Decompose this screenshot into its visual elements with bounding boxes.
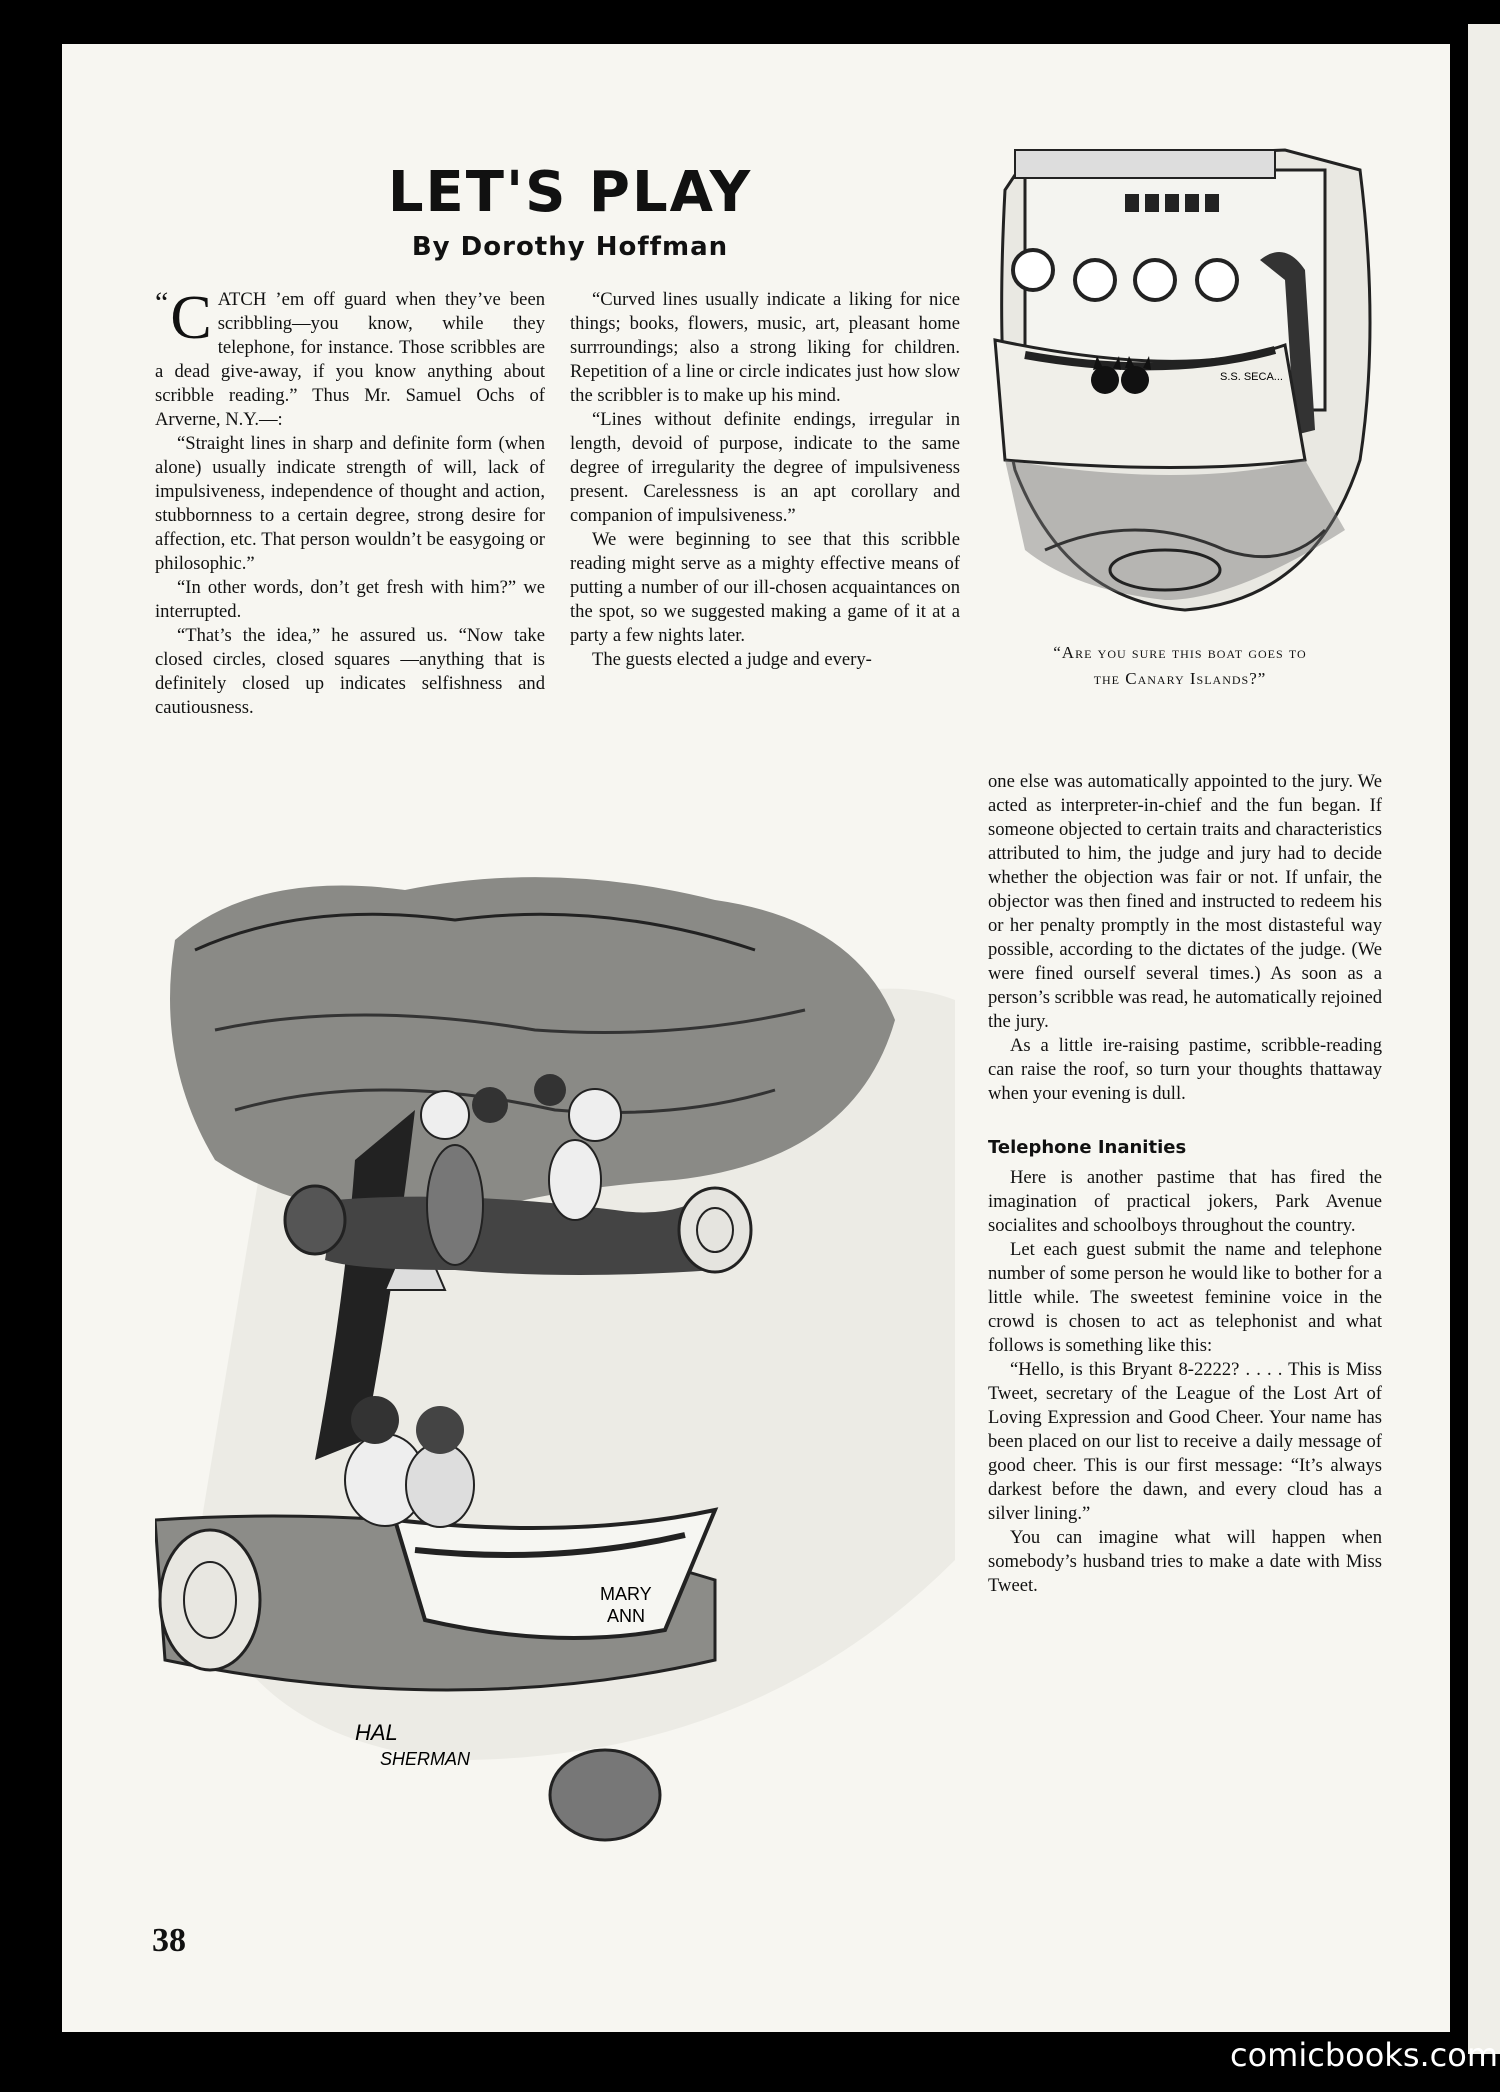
- paragraph: Let each guest submit the name and telephone number of some person he would like to bother for a little while. The sweetest feminine voice in the crowd is chosen to act as telephonist and what follows is something like this:: [988, 1239, 1382, 1356]
- paragraph: The guests elected a judge and every-: [592, 649, 872, 670]
- boat-name-line: ANN: [607, 1606, 646, 1626]
- paragraph: “In other words, don’t get fresh with him?” we interrupted.: [155, 577, 545, 622]
- log-end: [679, 1188, 751, 1272]
- boat-name-line: MARY: [600, 1584, 652, 1604]
- paragraph: one else was automatically appointed to the jury. We acted as interpreter-in-chief and the fun began. If someone objected to certain traits and characteristics attributed to him, the judge and jury had to decide whether the objection was fair or not. If unfair, the objector was then fined and instructed to redeem his or her penalty promptly in the most distasteful way possible, according to the dictates of the judge. (We were fined ourself several times.) As soon as a person’s scribble was read, he automatically rejoined the jury.: [988, 771, 1382, 1032]
- paragraph: As a little ire-raising pastime, scribble-reading can raise the roof, so turn your thoughts thattaway when your evening is dull.: [988, 1035, 1382, 1104]
- paragraph-text: ATCH ’em off guard when they’ve been scribbling—you know, while they telephone, for instance. Those scribbles are a dead give-away, if you know anything about scribble reading.” Thus Mr. Samuel Ochs of Arverne, N.Y.—:: [155, 289, 545, 430]
- paragraph: “Hello, is this Bryant 8-2222? . . . . This is Miss Tweet, secretary of the League of the Lost Art of Loving Expression and Good Cheer. Your name has been placed on our list to receive a daily message of good cheer. This is our first message: “It’s always darkest before the dawn, and every cloud has a silver lining.”: [988, 1359, 1382, 1524]
- paragraph: [155, 284, 545, 432]
- canoe-cartoon: [155, 860, 965, 1860]
- log-end: [160, 1530, 260, 1670]
- hull-name: S.S. SECA...: [1220, 371, 1283, 383]
- text-column-2: [570, 288, 960, 672]
- artist-signature: HAL: [355, 1720, 398, 1745]
- section-subhead: Telephone Inanities: [988, 1137, 1187, 1158]
- ship-cartoon-caption: [980, 640, 1380, 692]
- adjacent-page-edge: [1468, 24, 1500, 2054]
- text-column-3: [988, 770, 1382, 1598]
- opening-quote: “: [155, 286, 169, 319]
- article-title: LET'S PLAY: [387, 160, 753, 225]
- paragraph: “Curved lines usually indicate a liking for nice things; books, flowers, music, art, pleasant home surrroundings; also a strong liking for children. Repetition of a line or circle indicates just how slow the scribbler is to make up his mind.: [570, 289, 960, 406]
- paragraph: We were beginning to see that this scribble reading might serve as a mighty effective means of putting a number of our ill-chosen acquaintances on the spot, so we suggested making a game of it at a party a few nights later.: [570, 529, 960, 646]
- caption-line: “Are you sure this boat goes to: [1053, 643, 1307, 662]
- drop-cap: C: [170, 284, 212, 352]
- artist-signature: SHERMAN: [380, 1749, 471, 1769]
- text-column-1: [155, 284, 545, 720]
- ship-cartoon: [985, 130, 1380, 615]
- paragraph: “Straight lines in sharp and definite form (when alone) usually indicate strength of will, lack of impulsiveness, independence of thought and action, stubbornness to a certain degree, strong desire for affection, etc. That person wouldn’t be easygoing or philosophic.”: [155, 433, 545, 574]
- paragraph: “Lines without definite endings, irregular in length, devoid of purpose, indicate to the same degree of irregularity the degree of impulsiveness present. Carelessness is an apt corollary and companion of impulsiveness.”: [570, 409, 960, 526]
- page-number: 38: [152, 1922, 186, 1959]
- article-byline: By Dorothy Hoffman: [411, 232, 729, 262]
- paragraph: Here is another pastime that has fired the imagination of practical jokers, Park Avenue socialites and schoolboys throughout the country.: [988, 1167, 1382, 1236]
- paragraph: “That’s the idea,” he assured us. “Now take closed circles, closed squares —anything that is definitely closed up indicates selfishness and cautiousness.: [155, 625, 545, 718]
- canoe-boat: [395, 1510, 715, 1638]
- site-watermark: comicbooks.com: [1230, 2036, 1499, 2074]
- paragraph: You can imagine what will happen when somebody’s husband tries to make a date with Miss Tweet.: [988, 1527, 1382, 1596]
- caption-line: the Canary Islands?”: [1093, 669, 1267, 688]
